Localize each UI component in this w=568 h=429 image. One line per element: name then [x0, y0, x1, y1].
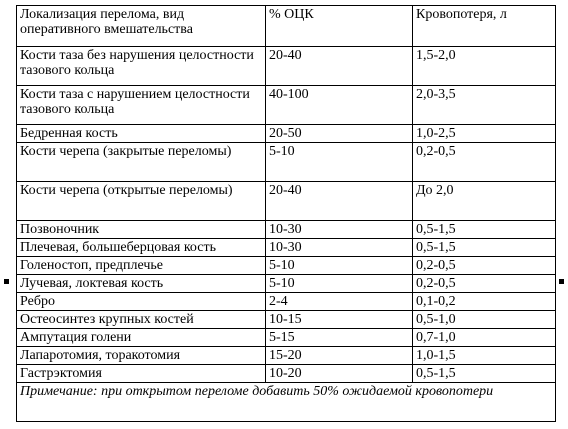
cell-localization: Голеностоп, предплечье — [17, 257, 266, 275]
cell-blood-loss: 0,2-0,5 — [413, 257, 556, 275]
table-row — [17, 365, 556, 383]
table-row — [17, 125, 556, 143]
cell-localization: Ребро — [17, 293, 266, 311]
table-row — [17, 86, 556, 125]
cell-localization: Бедренная кость — [17, 125, 266, 143]
cell-localization: Кости черепа (открытые переломы) — [17, 182, 266, 221]
margin-marker-right — [559, 279, 564, 284]
header-localization: Локализация перелома, вид оперативного вмешательства — [17, 6, 266, 47]
cell-localization: Лапаротомия, торакотомия — [17, 347, 266, 365]
cell-bcv-percent: 5-10 — [266, 257, 413, 275]
cell-blood-loss: 0,2-0,5 — [413, 275, 556, 293]
cell-blood-loss: До 2,0 — [413, 182, 556, 221]
table-row — [17, 329, 556, 347]
table-row — [17, 143, 556, 182]
table-note: Примечание: при открытом переломе добавить 50% ожидаемой кровопотери — [17, 383, 556, 422]
cell-blood-loss: 0,7-1,0 — [413, 329, 556, 347]
table-row — [17, 47, 556, 86]
cell-blood-loss: 0,5-1,5 — [413, 239, 556, 257]
cell-bcv-percent: 5-10 — [266, 143, 413, 182]
cell-bcv-percent: 10-30 — [266, 239, 413, 257]
cell-bcv-percent: 20-50 — [266, 125, 413, 143]
table-row — [17, 347, 556, 365]
header-bcv-percent: % ОЦК — [266, 6, 413, 47]
cell-blood-loss: 0,5-1,5 — [413, 221, 556, 239]
cell-blood-loss: 0,2-0,5 — [413, 143, 556, 182]
table-row — [17, 182, 556, 221]
cell-blood-loss: 0,5-1,0 — [413, 311, 556, 329]
table-note-row — [17, 383, 556, 422]
cell-bcv-percent: 20-40 — [266, 182, 413, 221]
table-row — [17, 257, 556, 275]
table-row — [17, 275, 556, 293]
cell-bcv-percent: 20-40 — [266, 47, 413, 86]
table-row — [17, 239, 556, 257]
cell-localization: Кости черепа (закрытые переломы) — [17, 143, 266, 182]
cell-bcv-percent: 10-30 — [266, 221, 413, 239]
cell-bcv-percent: 2-4 — [266, 293, 413, 311]
cell-bcv-percent: 10-15 — [266, 311, 413, 329]
cell-bcv-percent: 10-20 — [266, 365, 413, 383]
blood-loss-table — [16, 5, 556, 422]
cell-blood-loss: 1,0-1,5 — [413, 347, 556, 365]
cell-blood-loss: 0,5-1,5 — [413, 365, 556, 383]
cell-blood-loss: 0,1-0,2 — [413, 293, 556, 311]
cell-localization: Кости таза без нарушения целостности тазового кольца — [17, 47, 266, 86]
cell-blood-loss: 1,5-2,0 — [413, 47, 556, 86]
table-row — [17, 293, 556, 311]
cell-localization: Позвоночник — [17, 221, 266, 239]
cell-bcv-percent: 40-100 — [266, 86, 413, 125]
header-blood-loss: Кровопотеря, л — [413, 6, 556, 47]
table-header-row — [17, 6, 556, 47]
cell-blood-loss: 2,0-3,5 — [413, 86, 556, 125]
cell-bcv-percent: 15-20 — [266, 347, 413, 365]
table-row — [17, 311, 556, 329]
cell-bcv-percent: 5-15 — [266, 329, 413, 347]
cell-localization: Ампутация голени — [17, 329, 266, 347]
margin-marker-left — [4, 279, 9, 284]
cell-localization: Плечевая, большеберцовая кость — [17, 239, 266, 257]
table-row — [17, 221, 556, 239]
cell-blood-loss: 1,0-2,5 — [413, 125, 556, 143]
cell-localization: Гастрэктомия — [17, 365, 266, 383]
cell-localization: Кости таза с нарушением целостности тазового кольца — [17, 86, 266, 125]
cell-localization: Остеосинтез крупных костей — [17, 311, 266, 329]
cell-bcv-percent: 5-10 — [266, 275, 413, 293]
cell-localization: Лучевая, локтевая кость — [17, 275, 266, 293]
